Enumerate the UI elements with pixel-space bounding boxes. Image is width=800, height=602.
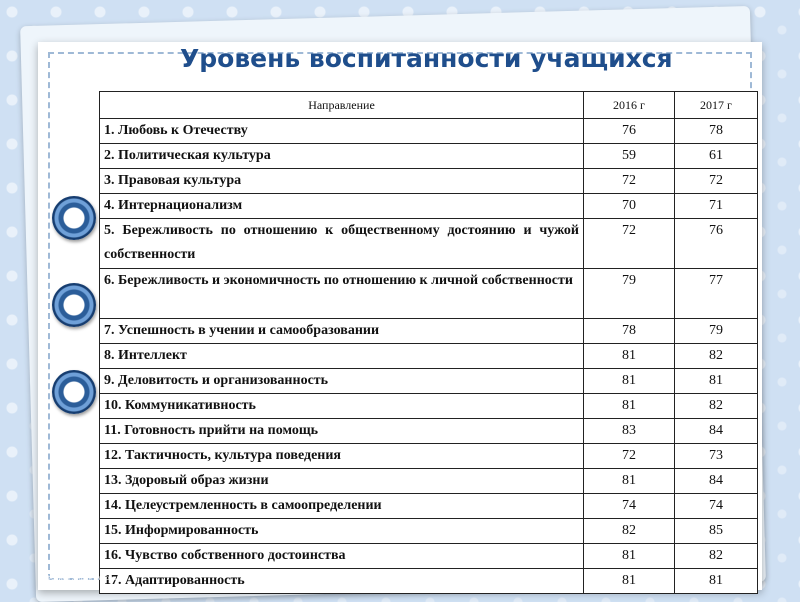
row-direction: 7. Успешность в учении и самообразовании — [100, 319, 584, 344]
table-row — [100, 169, 758, 194]
row-direction: 5. Бережливость по отношению к общественному достоянию и чужой собственности — [100, 219, 584, 269]
row-value-2016: 74 — [584, 494, 675, 519]
row-value-2017: 84 — [675, 469, 758, 494]
header-direction: Направление — [100, 92, 584, 119]
table-row — [100, 444, 758, 469]
row-value-2016: 81 — [584, 569, 675, 594]
row-value-2017: 61 — [675, 144, 758, 169]
table-row — [100, 394, 758, 419]
row-value-2016: 81 — [584, 344, 675, 369]
author-credit: © Фокина Лидия Петровна — [38, 575, 125, 582]
row-value-2017: 82 — [675, 544, 758, 569]
page-title: Уровень воспитанности учащихся — [180, 44, 673, 73]
row-value-2016: 72 — [584, 169, 675, 194]
row-value-2016: 76 — [584, 119, 675, 144]
table-row — [100, 544, 758, 569]
row-value-2017: 79 — [675, 319, 758, 344]
table-row — [100, 219, 758, 269]
row-value-2016: 70 — [584, 194, 675, 219]
row-direction: 13. Здоровый образ жизни — [100, 469, 584, 494]
row-value-2016: 72 — [584, 444, 675, 469]
table-row — [100, 369, 758, 394]
header-year-2017: 2017 г — [675, 92, 758, 119]
row-value-2017: 78 — [675, 119, 758, 144]
row-value-2017: 71 — [675, 194, 758, 219]
row-direction: 4. Интернационализм — [100, 194, 584, 219]
row-value-2017: 72 — [675, 169, 758, 194]
row-value-2016: 82 — [584, 519, 675, 544]
table-row — [100, 119, 758, 144]
row-value-2017: 85 — [675, 519, 758, 544]
row-value-2017: 76 — [675, 219, 758, 269]
row-value-2016: 81 — [584, 469, 675, 494]
row-value-2016: 83 — [584, 419, 675, 444]
row-direction: 8. Интеллект — [100, 344, 584, 369]
row-value-2017: 82 — [675, 344, 758, 369]
table-header-row — [100, 92, 758, 119]
table-row — [100, 144, 758, 169]
row-value-2016: 81 — [584, 544, 675, 569]
table-row — [100, 519, 758, 544]
row-direction: 14. Целеустремленность в самоопределении — [100, 494, 584, 519]
table-row — [100, 469, 758, 494]
table-row — [100, 569, 758, 594]
row-value-2016: 72 — [584, 219, 675, 269]
row-direction: 17. Адаптированность — [100, 569, 584, 594]
row-value-2016: 79 — [584, 269, 675, 319]
row-value-2017: 73 — [675, 444, 758, 469]
row-direction: 15. Информированность — [100, 519, 584, 544]
row-value-2017: 81 — [675, 569, 758, 594]
table-row — [100, 194, 758, 219]
row-value-2016: 78 — [584, 319, 675, 344]
table-row — [100, 419, 758, 444]
row-value-2016: 81 — [584, 369, 675, 394]
table-row — [100, 344, 758, 369]
row-value-2017: 77 — [675, 269, 758, 319]
table-row — [100, 494, 758, 519]
row-value-2017: 82 — [675, 394, 758, 419]
row-direction: 9. Деловитость и организованность — [100, 369, 584, 394]
table-row — [100, 319, 758, 344]
row-direction: 6. Бережливость и экономичность по отношению к личной собственности — [100, 269, 584, 319]
row-direction: 3. Правовая культура — [100, 169, 584, 194]
row-value-2016: 81 — [584, 394, 675, 419]
table-row — [100, 269, 758, 319]
header-year-2016: 2016 г — [584, 92, 675, 119]
binder-ring-icon — [52, 196, 96, 240]
upbringing-table — [99, 91, 758, 594]
row-direction: 10. Коммуникативность — [100, 394, 584, 419]
row-direction: 11. Готовность прийти на помощь — [100, 419, 584, 444]
row-direction: 12. Тактичность, культура поведения — [100, 444, 584, 469]
row-value-2017: 81 — [675, 369, 758, 394]
binder-ring-icon — [52, 370, 96, 414]
row-direction: 16. Чувство собственного достоинства — [100, 544, 584, 569]
binder-ring-icon — [52, 283, 96, 327]
row-direction: 2. Политическая культура — [100, 144, 584, 169]
row-direction: 1. Любовь к Отечеству — [100, 119, 584, 144]
row-value-2017: 74 — [675, 494, 758, 519]
row-value-2016: 59 — [584, 144, 675, 169]
row-value-2017: 84 — [675, 419, 758, 444]
